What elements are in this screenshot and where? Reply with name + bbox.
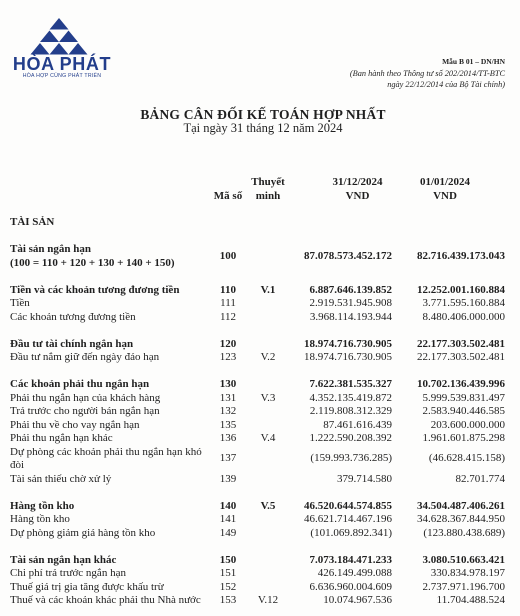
row-code: 153 xyxy=(219,594,237,606)
row-label-cell xyxy=(10,311,210,325)
row-value-prior: 203.600.000.000 xyxy=(430,418,505,431)
row-value-current: 379.714.580 xyxy=(337,472,392,485)
row-label-cell xyxy=(10,392,210,406)
row-value-prior: 8.480.406.000.000 xyxy=(422,310,505,323)
row-label: Trả trước cho người bán ngắn hạn xyxy=(10,405,160,417)
row-label-cell xyxy=(10,243,210,270)
row-code: 139 xyxy=(219,472,237,485)
document-date: Tại ngày 31 tháng 12 năm 2024 xyxy=(183,120,343,135)
row-code: 150 xyxy=(219,553,237,566)
row-value-prior: (46.628.415.158) xyxy=(428,452,505,465)
row-label: Đầu tư tài chính ngắn hạn xyxy=(10,337,134,350)
row-label-cell xyxy=(10,405,210,419)
form-basis-line1: (Ban hành theo Thông tư số 202/2014/TT-BTC xyxy=(349,68,505,78)
column-header-current-unit: VND xyxy=(345,189,370,202)
subtotal-row xyxy=(10,338,505,352)
row-code: 131 xyxy=(219,391,237,404)
row-code: 137 xyxy=(219,452,237,465)
row-value-prior: 34.504.487.406.261 xyxy=(417,499,505,512)
row-label: Dự phòng các khoản phải thu ngắn hạn khó đòi xyxy=(10,445,202,471)
row-code: 141 xyxy=(219,513,237,525)
row-label-cell xyxy=(10,338,210,352)
row-value-current: 3.968.114.193.944 xyxy=(309,310,392,323)
row-code: 152 xyxy=(219,580,237,593)
row-note: V.3 xyxy=(260,391,276,404)
table-row xyxy=(10,419,505,433)
logo-wordmark: HÒA PHÁT xyxy=(12,54,112,74)
column-header-note: Thuyết minh xyxy=(251,176,285,202)
row-code: 110 xyxy=(220,283,236,296)
row-label-cell xyxy=(10,581,210,595)
row-label-cell xyxy=(10,297,210,311)
row-label-cell xyxy=(10,500,210,514)
subtotal-row xyxy=(10,378,505,392)
row-code: 135 xyxy=(219,418,237,431)
row-label-cell xyxy=(10,594,210,608)
row-value-current: 2.119.808.312.329 xyxy=(309,405,392,417)
row-value-current: 46.520.644.574.855 xyxy=(304,499,392,512)
row-label: Các khoản tương đương tiền xyxy=(10,310,136,323)
row-code: 151 xyxy=(219,567,237,579)
row-label: Phải thu về cho vay ngắn hạn xyxy=(10,418,140,431)
row-note: V.2 xyxy=(260,351,276,363)
row-value-prior: 11.704.488.524 xyxy=(436,594,505,606)
row-note: V.4 xyxy=(260,432,276,444)
row-note: V.12 xyxy=(257,594,279,606)
row-value-prior: 5.999.539.831.497 xyxy=(422,391,505,404)
row-label: Các khoản phải thu ngắn hạn xyxy=(10,378,150,390)
row-value-current: (101.069.892.341) xyxy=(310,526,392,539)
row-label: Chi phí trả trước ngắn hạn xyxy=(10,567,126,579)
row-code: 120 xyxy=(219,337,237,350)
row-value-prior: 3.080.510.663.421 xyxy=(422,553,505,566)
row-label: Thuế và các khoản khác phải thu Nhà nước xyxy=(10,594,201,606)
row-value-current: 4.352.135.419.872 xyxy=(309,391,392,404)
table-row xyxy=(10,432,505,446)
row-label-cell xyxy=(10,513,210,527)
row-label-cell xyxy=(10,432,210,446)
table-row xyxy=(10,581,505,595)
row-code: 112 xyxy=(219,310,237,323)
row-code: 111 xyxy=(220,297,236,309)
row-code: 123 xyxy=(219,351,237,363)
row-value-current: 10.074.967.536 xyxy=(323,594,392,606)
column-header-prior-date: 01/01/2024 xyxy=(419,176,471,188)
logo-tagline: HÒA HỢP CÙNG PHÁT TRIỂN xyxy=(22,73,102,79)
balance-sheet-table xyxy=(10,216,505,608)
row-note: V.1 xyxy=(260,283,276,296)
row-value-prior: 3.771.595.160.884 xyxy=(422,297,505,309)
row-label: Hàng tồn kho xyxy=(10,499,75,512)
row-code: 149 xyxy=(219,526,237,539)
column-header-prior-unit: VND xyxy=(433,189,457,202)
row-value-current: 7.622.381.535.327 xyxy=(309,378,392,390)
table-row xyxy=(10,351,505,365)
subtotal-row xyxy=(10,500,505,514)
row-label-cell xyxy=(10,378,210,392)
row-label: Tài sản ngắn hạn khác xyxy=(10,553,117,566)
subtotal-row xyxy=(10,554,505,568)
column-header-prior xyxy=(395,176,495,203)
row-value-prior: 34.628.367.844.950 xyxy=(417,513,505,525)
table-row xyxy=(10,527,505,541)
row-label-cell xyxy=(10,446,210,473)
row-value-current: 87.078.573.452.172 xyxy=(304,249,392,262)
form-code: Mẫu B 01 – DN/HN xyxy=(442,57,505,66)
table-row xyxy=(10,513,505,527)
row-value-current: 18.974.716.730.905 xyxy=(304,351,392,363)
row-value-prior: 2.583.940.446.585 xyxy=(422,405,505,417)
row-label: Phải thu ngắn hạn khác xyxy=(10,432,113,444)
row-value-current: 87.461.616.439 xyxy=(323,418,392,431)
table-row xyxy=(10,297,505,311)
row-formula: (100 = 110 + 120 + 130 + 140 + 150) xyxy=(10,256,175,269)
row-label: Thuế giá trị gia tăng được khấu trừ xyxy=(10,580,164,593)
row-value-prior: 22.177.303.502.481 xyxy=(417,351,505,363)
table-row xyxy=(10,473,505,487)
column-header-current xyxy=(310,176,405,203)
row-value-current: 6.636.960.004.609 xyxy=(309,580,392,593)
row-value-prior: 2.737.971.196.700 xyxy=(422,580,505,593)
row-label-cell xyxy=(10,419,210,433)
row-code: 130 xyxy=(219,378,237,390)
row-label: Dự phòng giảm giá hàng tồn kho xyxy=(10,526,156,539)
row-label: Tài sản thiếu chờ xử lý xyxy=(10,472,112,485)
row-value-prior: 1.961.601.875.298 xyxy=(422,432,505,444)
row-label-cell xyxy=(10,567,210,581)
row-label: Hàng tồn kho xyxy=(10,513,70,525)
row-label-cell xyxy=(10,351,210,365)
row-label-cell xyxy=(10,473,210,487)
row-value-current: (159.993.736.285) xyxy=(310,452,392,465)
row-value-current: 6.887.646.139.852 xyxy=(309,283,392,296)
row-label-cell xyxy=(10,284,210,298)
row-note: V.5 xyxy=(260,499,276,512)
section-heading: TÀI SẢN xyxy=(10,216,55,228)
row-value-prior: 330.834.978.197 xyxy=(430,567,505,579)
row-value-current: 18.974.716.730.905 xyxy=(304,337,392,350)
row-label-cell xyxy=(10,554,210,568)
row-value-current: 46.621.714.467.196 xyxy=(304,513,392,525)
row-value-current: 1.222.590.208.392 xyxy=(309,432,392,444)
row-label: Tiền và các khoản tương đương tiền xyxy=(10,283,180,296)
table-row xyxy=(10,392,505,406)
form-basis-line2: ngày 22/12/2014 của Bộ Tài chính) xyxy=(387,79,505,89)
row-value-current: 7.073.184.471.233 xyxy=(309,553,392,566)
row-value-prior: 82.701.774 xyxy=(455,472,505,485)
row-code: 100 xyxy=(219,249,237,262)
row-value-current: 2.919.531.945.908 xyxy=(309,297,392,309)
subtotal-row xyxy=(10,243,505,270)
row-value-prior: (123.880.438.689) xyxy=(423,526,505,539)
row-label: Tài sản ngắn hạn xyxy=(10,243,92,255)
table-row xyxy=(10,567,505,581)
row-value-prior: 82.716.439.173.043 xyxy=(417,249,505,262)
row-value-prior: 22.177.303.502.481 xyxy=(417,337,505,350)
column-header-current-date: 31/12/2024 xyxy=(332,176,383,188)
table-row xyxy=(10,311,505,325)
document-title: BẢNG CÂN ĐỐI KẾ TOÁN HỢP NHẤT xyxy=(140,107,386,122)
row-value-prior: 10.702.136.439.996 xyxy=(417,378,505,390)
row-code: 132 xyxy=(219,405,237,417)
table-row xyxy=(10,405,505,419)
table-row xyxy=(10,446,505,473)
row-label: Phải thu ngắn hạn của khách hàng xyxy=(10,391,161,404)
row-value-current: 426.149.499.088 xyxy=(317,567,392,579)
row-label: Tiền xyxy=(10,297,30,309)
row-code: 140 xyxy=(219,499,237,512)
row-label-cell xyxy=(10,527,210,541)
row-value-prior: 12.252.001.160.884 xyxy=(417,283,505,296)
row-code: 136 xyxy=(219,432,237,444)
table-row xyxy=(10,594,505,608)
column-header-code: Mã số xyxy=(213,189,243,202)
subtotal-row xyxy=(10,284,505,298)
row-label: Đầu tư nắm giữ đến ngày đáo hạn xyxy=(10,351,160,363)
hoa-phat-emblem-icon xyxy=(30,17,88,55)
form-reference xyxy=(290,57,505,90)
